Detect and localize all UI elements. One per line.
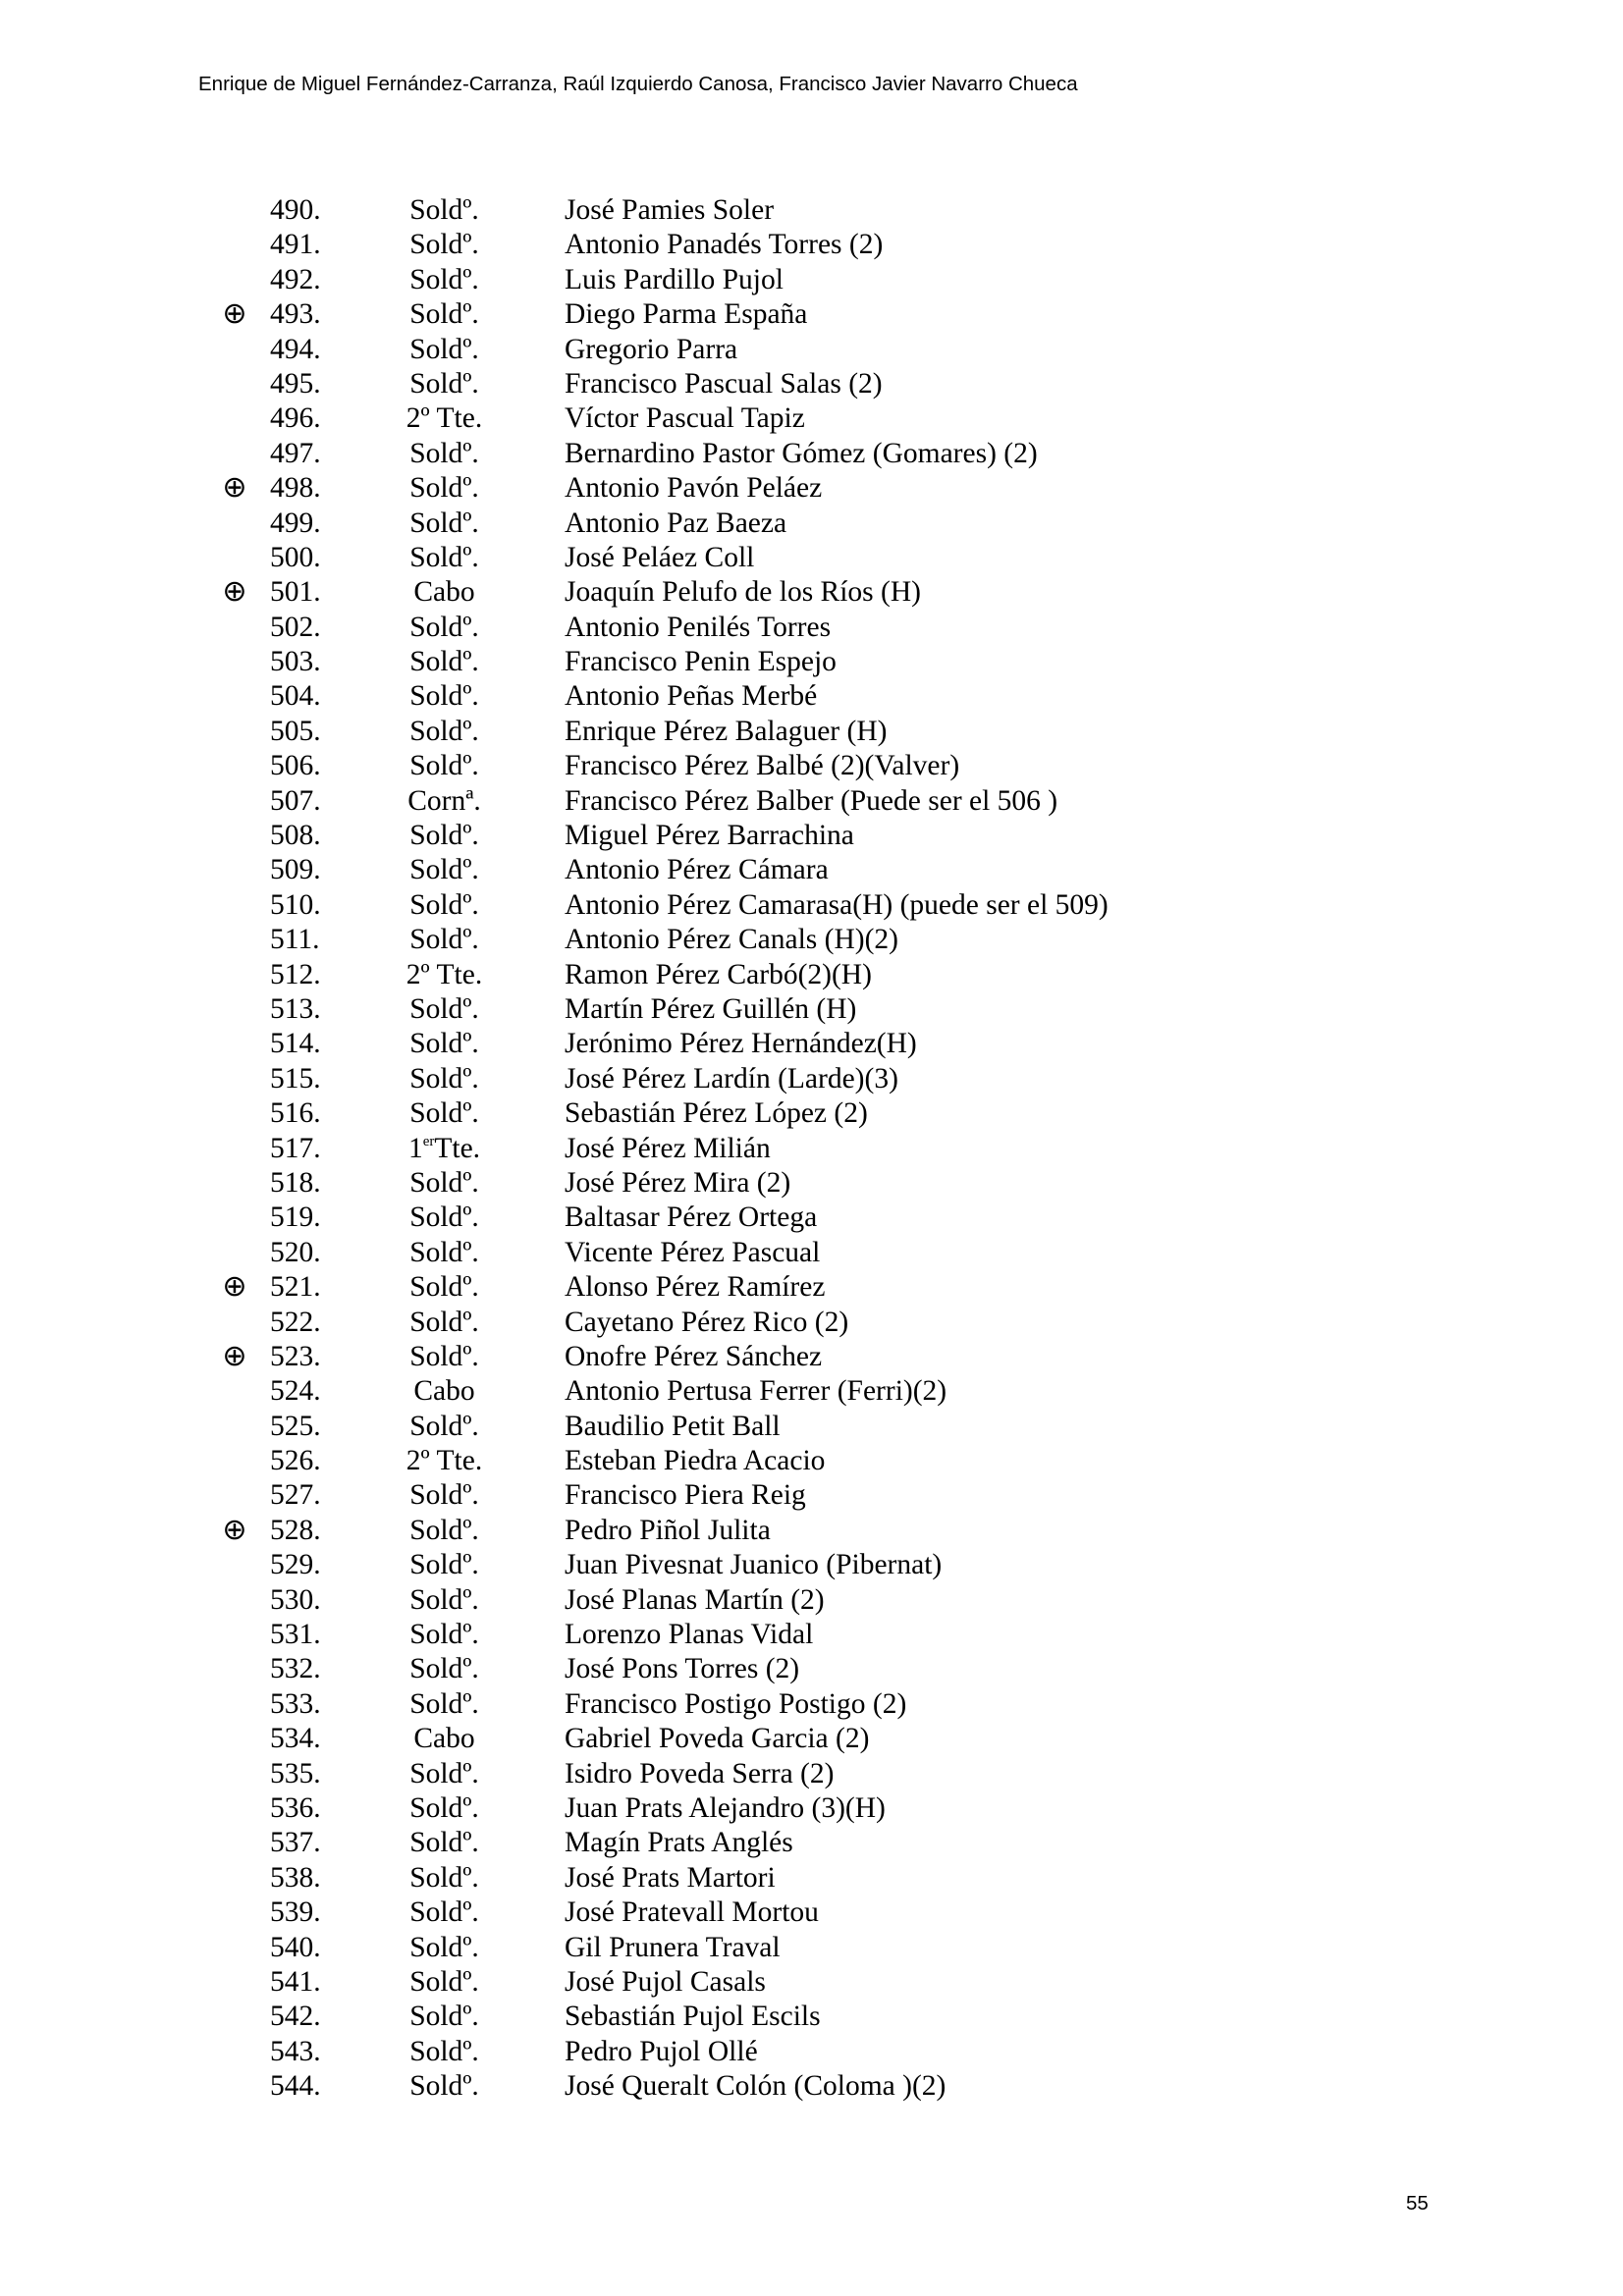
roster-row [0, 1791, 1623, 1826]
deceased-marker-icon: ⊕ [222, 471, 247, 505]
roster-row [0, 1340, 1623, 1374]
roster-row [0, 888, 1623, 923]
roster-rank: Soldº. [409, 750, 479, 782]
roster-name: Bernardino Pastor Gómez (Gomares) (2) [565, 437, 1038, 469]
roster-row [0, 575, 1623, 610]
roster-rank: 2º Tte. [406, 402, 483, 435]
roster-rank: Soldº. [409, 646, 479, 678]
roster-number: 524. [270, 1375, 321, 1408]
roster-rank: Soldº. [409, 367, 479, 400]
roster-number: 544. [270, 2070, 321, 2103]
roster-number: 494. [270, 333, 321, 365]
roster-number: 519. [270, 1201, 321, 1234]
roster-number: 511. [270, 924, 320, 956]
roster-rank: Soldº. [409, 1861, 479, 1894]
roster-number: 500. [270, 541, 321, 573]
roster-number: 538. [270, 1861, 321, 1894]
roster-number: 539. [270, 1896, 321, 1929]
roster-number: 513. [270, 992, 321, 1025]
roster-rank: Soldº. [409, 1028, 479, 1060]
roster-row [0, 401, 1623, 436]
roster-number: 499. [270, 507, 321, 539]
roster-row [0, 923, 1623, 957]
roster-rank: Cabo [413, 1723, 475, 1755]
roster-row [0, 228, 1623, 262]
roster-name: José Planas Martín (2) [565, 1583, 825, 1616]
roster-row [0, 437, 1623, 471]
roster-rank: Soldº. [409, 2035, 479, 2067]
roster-rank: Soldº. [409, 472, 479, 505]
roster-number: 507. [270, 784, 321, 817]
roster-number: 514. [270, 1028, 321, 1060]
roster-rank: Soldº. [409, 715, 479, 747]
roster-number: 496. [270, 402, 321, 435]
roster-name: Baudilio Petit Ball [565, 1410, 781, 1442]
roster-name: Francisco Pérez Balbé (2)(Valver) [565, 750, 960, 782]
roster-rank: Cornª. [407, 784, 481, 817]
roster-number: 527. [270, 1479, 321, 1512]
roster-row [0, 645, 1623, 679]
roster-row [0, 1896, 1623, 1930]
roster-name: Víctor Pascual Tapiz [565, 402, 805, 435]
roster-number: 530. [270, 1583, 321, 1616]
roster-rank: Soldº. [409, 854, 479, 886]
roster-name: Sebastián Pujol Escils [565, 2001, 821, 2033]
roster-row [0, 1027, 1623, 1061]
roster-row [0, 819, 1623, 853]
roster-name: Lorenzo Planas Vidal [565, 1619, 814, 1651]
roster-name: Francisco Piera Reig [565, 1479, 806, 1512]
roster-row [0, 367, 1623, 401]
roster-rank: Soldº. [409, 263, 479, 295]
roster-row [0, 1132, 1623, 1166]
roster-name: Antonio Paz Baeza [565, 507, 787, 539]
roster-row [0, 297, 1623, 332]
deceased-marker-icon: ⊕ [222, 1339, 247, 1372]
roster-rank: Soldº. [409, 1619, 479, 1651]
roster-name: José Pratevall Mortou [565, 1896, 819, 1929]
roster-row [0, 1444, 1623, 1478]
roster-rank: Soldº. [409, 1791, 479, 1824]
roster-row [0, 1270, 1623, 1305]
roster-row [0, 1652, 1623, 1686]
roster-number: 537. [270, 1827, 321, 1859]
roster-row [0, 1514, 1623, 1548]
roster-number: 491. [270, 229, 321, 261]
roster-name: Isidro Poveda Serra (2) [565, 1757, 835, 1789]
roster-name: Francisco Postigo Postigo (2) [565, 1687, 907, 1720]
roster-name: Jerónimo Pérez Hernández(H) [565, 1028, 917, 1060]
roster-number: 495. [270, 367, 321, 400]
roster-number: 534. [270, 1723, 321, 1755]
roster-row [0, 1618, 1623, 1652]
roster-name: Alonso Pérez Ramírez [565, 1271, 826, 1304]
roster-name: Gregorio Parra [565, 333, 738, 365]
roster-rank: Soldº. [409, 1653, 479, 1685]
roster-rank: Soldº. [409, 1479, 479, 1512]
roster-rank: Soldº. [409, 1827, 479, 1859]
roster-name: José Queralt Colón (Coloma )(2) [565, 2070, 947, 2103]
roster-name: Luis Pardillo Pujol [565, 263, 784, 295]
roster-number: 520. [270, 1236, 321, 1268]
roster-number: 531. [270, 1619, 321, 1651]
roster-name: Miguel Pérez Barrachina [565, 820, 854, 852]
roster-number: 517. [270, 1132, 321, 1164]
roster-row [0, 749, 1623, 783]
roster-name: Esteban Piedra Acacio [565, 1445, 826, 1477]
roster-name: José Pérez Lardín (Larde)(3) [565, 1062, 898, 1095]
roster-rank: Soldº. [409, 1549, 479, 1581]
roster-rank: Soldº. [409, 1166, 479, 1199]
running-header-authors: Enrique de Miguel Fernández-Carranza, Raúl Izquierdo Canosa, Francisco Javier Navarro Chueca [198, 73, 1078, 95]
roster-name: Juan Pivesnat Juanico (Pibernat) [565, 1549, 943, 1581]
roster-number: 525. [270, 1410, 321, 1442]
roster-row [0, 1931, 1623, 1965]
roster-row [0, 333, 1623, 367]
roster-rank: 2º Tte. [406, 1445, 483, 1477]
roster-rank: Soldº. [409, 541, 479, 573]
roster-name: Onofre Pérez Sánchez [565, 1340, 823, 1372]
roster-number: 508. [270, 820, 321, 852]
roster-number: 535. [270, 1757, 321, 1789]
roster-rank: Soldº. [409, 194, 479, 226]
roster-number: 510. [270, 888, 321, 921]
roster-name: Gil Prunera Traval [565, 1931, 781, 1963]
roster-row [0, 1166, 1623, 1201]
roster-number: 532. [270, 1653, 321, 1685]
roster-name: Antonio Panadés Torres (2) [565, 229, 884, 261]
roster-row [0, 1826, 1623, 1860]
roster-number: 536. [270, 1791, 321, 1824]
roster-rank: Soldº. [409, 298, 479, 331]
roster-name: Gabriel Poveda Garcia (2) [565, 1723, 870, 1755]
roster-number: 526. [270, 1445, 321, 1477]
roster-row [0, 1965, 1623, 2000]
roster-row [0, 193, 1623, 228]
roster-name: Cayetano Pérez Rico (2) [565, 1306, 849, 1338]
roster-row [0, 1722, 1623, 1756]
roster-rank: Soldº. [409, 1965, 479, 1998]
roster-row [0, 1201, 1623, 1235]
roster-name: José Prats Martori [565, 1861, 776, 1894]
roster-rank: Soldº. [409, 888, 479, 921]
roster-number: 533. [270, 1687, 321, 1720]
roster-rank: Soldº. [409, 820, 479, 852]
roster-rank: Soldº. [409, 1583, 479, 1616]
roster-name: Magín Prats Anglés [565, 1827, 793, 1859]
roster-name: Juan Prats Alejandro (3)(H) [565, 1791, 886, 1824]
roster-name: Antonio Penilés Torres [565, 611, 832, 643]
roster-row [0, 679, 1623, 714]
roster-row [0, 958, 1623, 992]
roster-number: 542. [270, 2001, 321, 2033]
roster-number: 506. [270, 750, 321, 782]
roster-number: 528. [270, 1514, 321, 1546]
roster-row [0, 1374, 1623, 1409]
roster-name: José Peláez Coll [565, 541, 755, 573]
roster-rank: Cabo [413, 1375, 475, 1408]
roster-number: 541. [270, 1965, 321, 1998]
roster-name: José Pujol Casals [565, 1965, 766, 1998]
roster-row [0, 471, 1623, 506]
roster-rank: Soldº. [409, 680, 479, 713]
roster-rank: Soldº. [409, 1514, 479, 1546]
roster-row [0, 784, 1623, 819]
roster-rank: Soldº. [409, 1271, 479, 1304]
roster-name: Sebastián Pérez López (2) [565, 1097, 868, 1130]
roster-name: José Pamies Soler [565, 194, 775, 226]
roster-row [0, 1096, 1623, 1131]
roster-number: 497. [270, 437, 321, 469]
roster-rank: Soldº. [409, 1236, 479, 1268]
roster-rank: 2º Tte. [406, 958, 483, 990]
roster-name: Francisco Pérez Balber (Puede ser el 506 ) [565, 784, 1058, 817]
roster-number: 505. [270, 715, 321, 747]
roster-row [0, 992, 1623, 1027]
roster-name: Francisco Penin Espejo [565, 646, 837, 678]
roster-name: Antonio Pavón Peláez [565, 472, 823, 505]
roster-rank: Soldº. [409, 333, 479, 365]
roster-name: Antonio Pérez Cámara [565, 854, 829, 886]
roster-name: Joaquín Pelufo de los Ríos (H) [565, 576, 921, 609]
roster-row [0, 263, 1623, 297]
roster-rank: Soldº. [409, 1410, 479, 1442]
roster-row [0, 1548, 1623, 1582]
roster-rank: Soldº. [409, 1097, 479, 1130]
roster-name: Pedro Piñol Julita [565, 1514, 771, 1546]
roster-name: José Pérez Mira (2) [565, 1166, 791, 1199]
roster-number: 501. [270, 576, 321, 609]
roster-rank: Soldº. [409, 992, 479, 1025]
roster-row [0, 507, 1623, 541]
roster-row [0, 1478, 1623, 1513]
roster-number: 543. [270, 2035, 321, 2067]
roster-row [0, 541, 1623, 575]
roster-name: Antonio Pérez Camarasa(H) (puede ser el 509) [565, 888, 1109, 921]
roster-row [0, 2000, 1623, 2034]
roster-name: José Pons Torres (2) [565, 1653, 800, 1685]
roster-name: Antonio Peñas Merbé [565, 680, 818, 713]
roster-row [0, 1757, 1623, 1791]
roster-rank: Soldº. [409, 229, 479, 261]
roster-number: 523. [270, 1340, 321, 1372]
roster-number: 498. [270, 472, 321, 505]
roster-row [0, 2035, 1623, 2069]
roster-rank: Cabo [413, 576, 475, 609]
roster-rank: Soldº. [409, 2001, 479, 2033]
roster-row [0, 1687, 1623, 1722]
roster-row [0, 853, 1623, 887]
roster-row [0, 1410, 1623, 1444]
roster-rank: Soldº. [409, 1306, 479, 1338]
roster-name: Antonio Pérez Canals (H)(2) [565, 924, 898, 956]
roster-name: Diego Parma España [565, 298, 808, 331]
roster-name: Ramon Pérez Carbó(2)(H) [565, 958, 872, 990]
roster-number: 518. [270, 1166, 321, 1199]
deceased-marker-icon: ⊕ [222, 575, 247, 609]
roster-number: 492. [270, 263, 321, 295]
roster-rank: Soldº. [409, 924, 479, 956]
roster-name: José Pérez Milián [565, 1132, 771, 1164]
roster-name: Enrique Pérez Balaguer (H) [565, 715, 888, 747]
roster-number: 515. [270, 1062, 321, 1095]
roster-list [0, 193, 1623, 2104]
roster-row [0, 1861, 1623, 1896]
roster-rank: Soldº. [409, 1201, 479, 1234]
roster-rank: Soldº. [409, 611, 479, 643]
roster-rank: Soldº. [409, 2070, 479, 2103]
roster-number: 504. [270, 680, 321, 713]
roster-row [0, 715, 1623, 749]
roster-rank: Soldº. [409, 1687, 479, 1720]
roster-row [0, 1062, 1623, 1096]
roster-rank: 1erTte. [407, 1132, 481, 1164]
roster-row [0, 1236, 1623, 1270]
roster-number: 503. [270, 646, 321, 678]
roster-rank: Soldº. [409, 437, 479, 469]
roster-row [0, 1583, 1623, 1618]
page-number: 55 [1406, 2192, 1429, 2215]
roster-rank: Soldº. [409, 1757, 479, 1789]
roster-name: Baltasar Pérez Ortega [565, 1201, 818, 1234]
roster-rank: Soldº. [409, 1896, 479, 1929]
roster-name: Pedro Pujol Ollé [565, 2035, 758, 2067]
deceased-marker-icon: ⊕ [222, 1513, 247, 1546]
roster-row [0, 1306, 1623, 1340]
deceased-marker-icon: ⊕ [222, 1270, 247, 1304]
roster-number: 502. [270, 611, 321, 643]
roster-rank: Soldº. [409, 1062, 479, 1095]
roster-number: 522. [270, 1306, 321, 1338]
roster-name: Vicente Pérez Pascual [565, 1236, 821, 1268]
roster-name: Francisco Pascual Salas (2) [565, 367, 883, 400]
roster-number: 490. [270, 194, 321, 226]
roster-name: Antonio Pertusa Ferrer (Ferri)(2) [565, 1375, 947, 1408]
roster-number: 521. [270, 1271, 321, 1304]
roster-name: Martín Pérez Guillén (H) [565, 992, 857, 1025]
roster-rank: Soldº. [409, 1931, 479, 1963]
roster-rank: Soldº. [409, 1340, 479, 1372]
roster-number: 509. [270, 854, 321, 886]
roster-number: 516. [270, 1097, 321, 1130]
roster-number: 540. [270, 1931, 321, 1963]
roster-row [0, 611, 1623, 645]
roster-number: 529. [270, 1549, 321, 1581]
roster-number: 493. [270, 298, 321, 331]
roster-number: 512. [270, 958, 321, 990]
roster-rank: Soldº. [409, 507, 479, 539]
deceased-marker-icon: ⊕ [222, 297, 247, 331]
roster-row [0, 2069, 1623, 2104]
